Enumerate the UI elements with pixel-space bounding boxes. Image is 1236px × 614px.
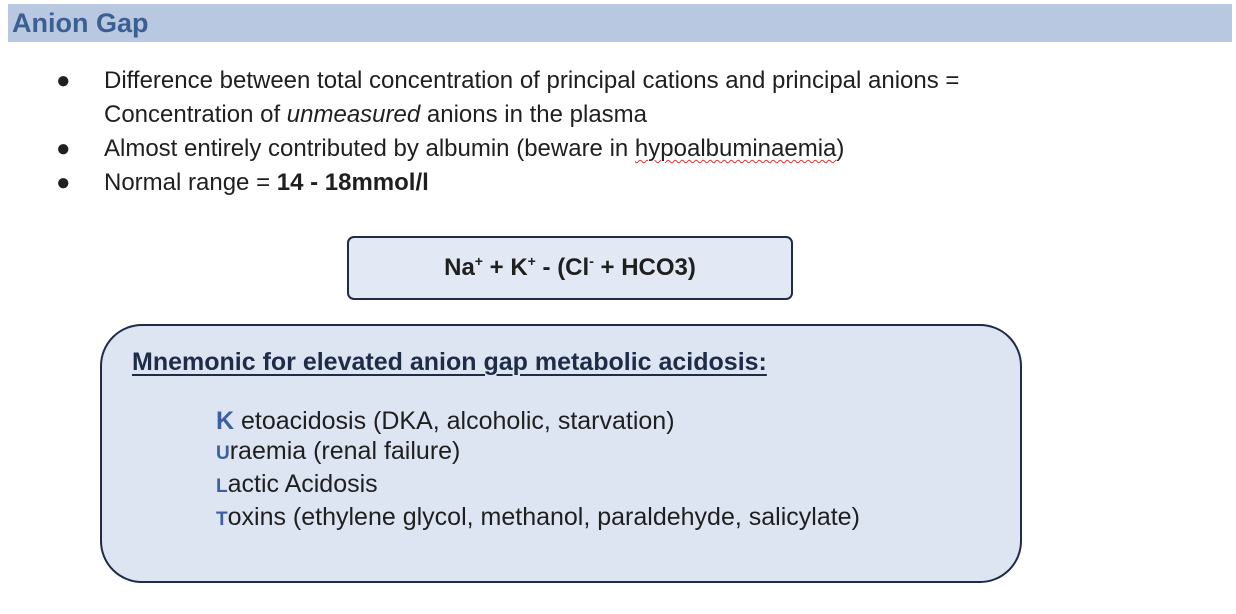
mnemonic-text: actic Acidosis: [227, 470, 378, 498]
bullet-text: ): [836, 135, 845, 162]
mnemonic-letter: L: [216, 476, 228, 497]
mnemonic-box: [100, 324, 1022, 583]
formula-box: [347, 236, 793, 300]
mnemonic-item: [216, 406, 860, 436]
bullet-text: Difference between total concentration of principal cations and principal anions =: [104, 67, 960, 94]
formula-superscript: +: [474, 253, 483, 269]
formula-superscript: -: [589, 253, 594, 269]
formula-k: + K: [482, 254, 528, 281]
page-title: Anion Gap: [12, 8, 149, 38]
bullet-text: Almost entirely contributed by albumin (beware in: [104, 135, 635, 162]
bullet-text: anions in the plasma: [420, 101, 648, 128]
bullet-text: Normal range =: [104, 169, 277, 196]
bullet-dot-icon: ●: [56, 135, 71, 162]
mnemonic-item: [216, 502, 860, 535]
title-bar: [8, 4, 1232, 42]
normal-range-value: 14 - 18mmol/l: [276, 169, 429, 196]
spellcheck-word[interactable]: hypoalbuminaemia: [634, 135, 837, 162]
formula-superscript: +: [527, 253, 536, 269]
bullet-item-albumin: [56, 132, 1216, 166]
formula-na: Na: [444, 254, 475, 281]
mnemonic-heading: Mnemonic for elevated anion gap metabolic acidosis:: [132, 348, 767, 376]
mnemonic-item: [216, 469, 860, 502]
formula-text: [444, 254, 696, 282]
bullet-text: Concentration of: [104, 101, 287, 128]
mnemonic-list: [216, 406, 860, 535]
bullet-dot-icon: ●: [56, 169, 71, 196]
mnemonic-letter: U: [216, 443, 230, 464]
mnemonic-text: raemia (renal failure): [229, 437, 461, 465]
formula-cl: - (Cl: [535, 254, 590, 281]
mnemonic-letter: T: [216, 509, 228, 530]
mnemonic-text: oxins (ethylene glycol, methanol, paraldehyde, salicylate): [227, 503, 860, 531]
bullet-emphasis: unmeasured: [286, 101, 421, 128]
bullet-item-normal-range: [56, 166, 1216, 200]
mnemonic-letter: K: [216, 407, 235, 435]
bullet-list: [56, 64, 1216, 200]
mnemonic-item: [216, 436, 860, 469]
bullet-dot-icon: ●: [56, 67, 71, 94]
formula-hco3: + HCO3): [593, 254, 696, 281]
bullet-item-difference: [56, 64, 1216, 132]
mnemonic-text: etoacidosis (DKA, alcoholic, starvation): [234, 407, 675, 435]
